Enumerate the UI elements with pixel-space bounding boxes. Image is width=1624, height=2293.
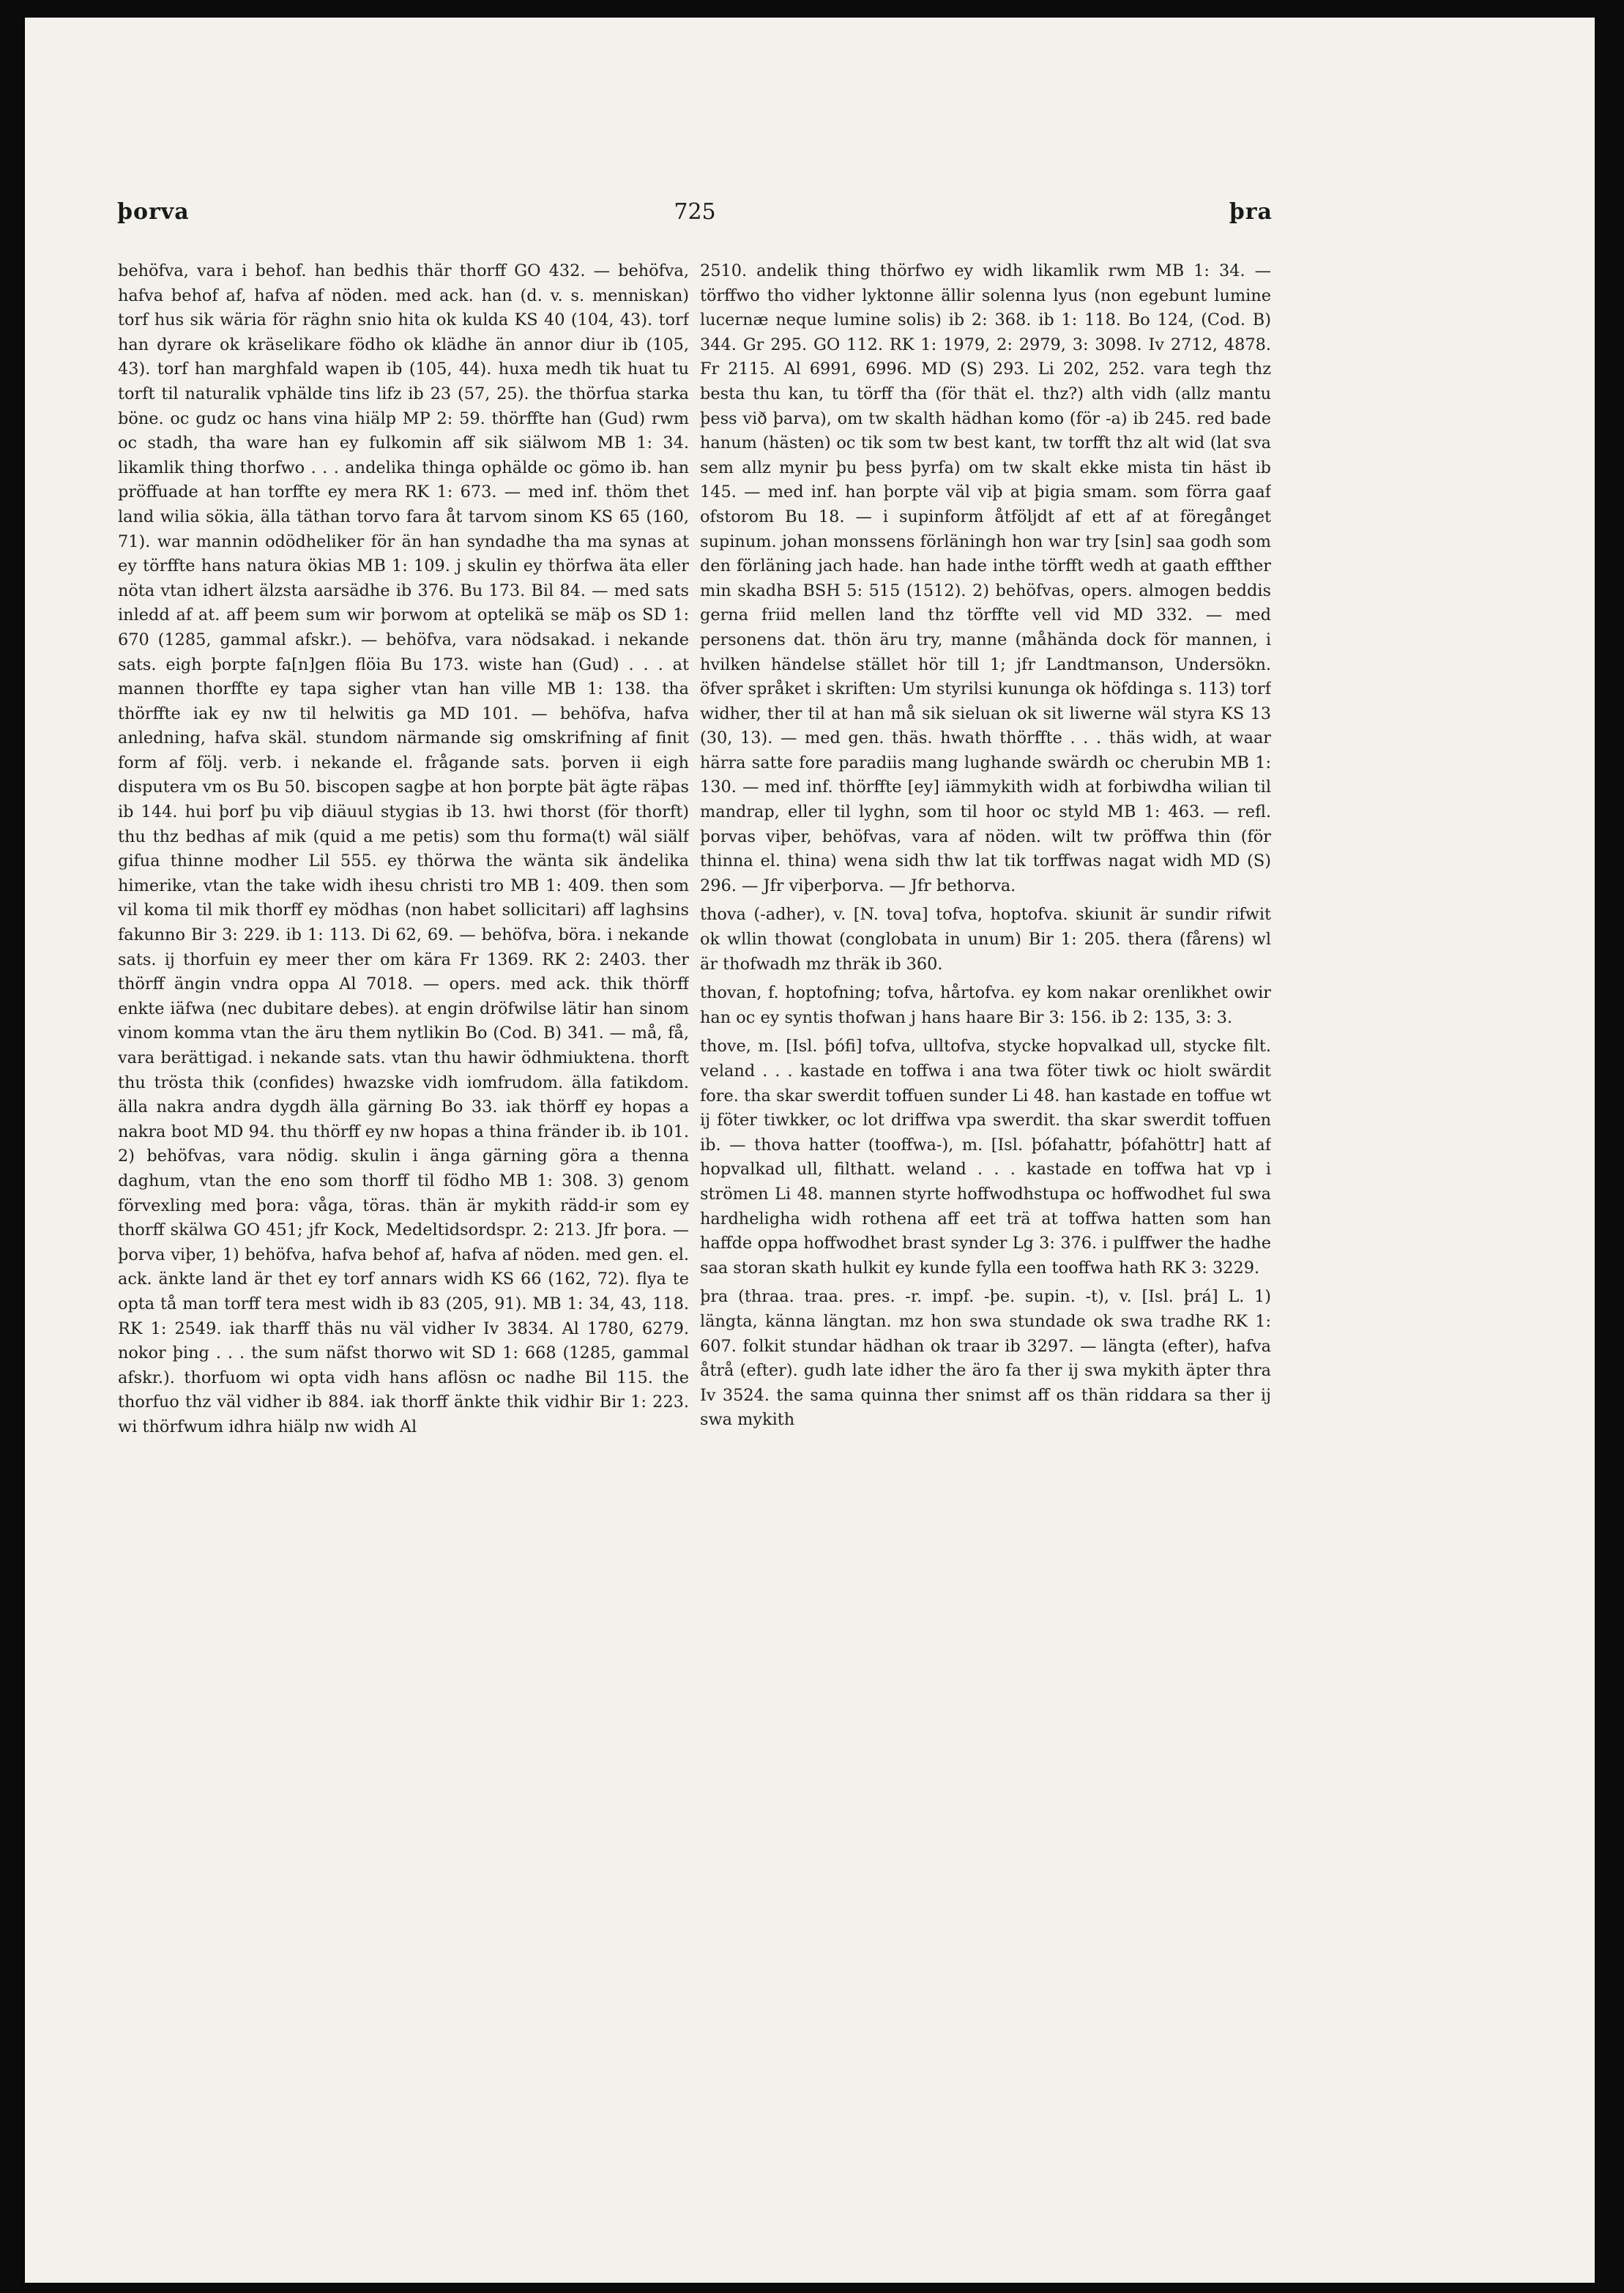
left-column	[118, 259, 689, 2155]
dictionary-page	[25, 18, 1595, 2283]
entry-text: 2510. andelik thing thörfwo ey widh likamlik rwm MB 1: 34. — törffwo tho vidher lyktonne ällir solenna lyus (non egebunt lumine lucernæ neque lumine solis) ib 2: 368. ib 1: 118. Bo 124, (Cod. B) 344. Gr 295. GO 112. RK 1: 1979, 2: 2979, 3: 3098. Iv 2712, 4878. Fr 2115. Al 6991, 6996. MD (S) 293. Li 202, 252. vara tegh thz besta thu kan, tu törff tha (för thät el. thz?) alth vidh (allz mantu þess við þarva), om tw skalth hädhan komo (för -a) ib 245. red bade hanum (hästen) oc tik som tw best kant, tw torfft thz alt wid (lat sva sem allz mynir þu þess þyrfa) om tw skalt ekke mista tin häst ib 145. — med inf. han þorpte väl viþ at þigia smam. som förra gaaf ofstorom Bu 18. — i supinform åtföljdt af ett af at föregånget supinum. johan monssens förläningh hon war try [sin] saa godh som den förläning jach hade. han hade inthe törfft wedh at gaath effther min skadha BSH 5: 515 (1512). 2) behöfvas, opers. almogen beddis gerna friid mellen land thz törffte vell vid MD 332. — med personens dat. thön äru try, manne (måhända dock för mannen, i hvilken händelse stället hör till 1; jfr Landtmanson, Undersökn. öfver språket i skriften: Um styrilsi kununga ok höfdinga s. 113) torf widher, ther til at han må sik sieluan ok sit liwerne wäl styra KS 13 (30, 13). — med gen. thäs. hwath thörffte . . . thäs widh, at waar härra satte fore paradiis mang lughande swärdh oc cherubin MB 1: 130. — med inf. thörffte [ey] iämmykith widh at forbiwdha wilian til mandrap, eller til lyghn, som til hoor oc styld MB 1: 463. — refl. þorvas viþer, behöfvas, vara af nöden. wilt tw pröffwa thin (för thinna el. thina) wena sidh thw lat tik torffwas nagat widh MD (S) 296. — Jfr viþerþorva. — Jfr bethorva.	[700, 261, 1271, 895]
entry-thovan: thovan, f. hoptofning; tofva, hårtofva. ey kom nakar orenlikhet owir han oc ey syntis thofwan j hans haare Bir 3: 156. ib 2: 135, 3: 3.	[700, 983, 1271, 1027]
page-number: 725	[674, 199, 716, 225]
right-column	[700, 259, 1271, 2155]
entry-thra: þra (thraa. traa. pres. -r. impf. -þe. supin. -t), v. [Isl. þrá] L. 1) längta, känna längtan. mz hon swa stundade ok swa tradhe RK 1: 607. folkit stundar hädhan ok traar ib 3297. — längta (efter), hafva åtrå (efter). gudh late idher the äro fa ther ij swa mykith äpter thra Iv 3524. the sama quinna ther snimst aff os thän riddara sa ther ij swa mykith	[700, 1287, 1271, 1430]
header-right-word: þra	[1229, 199, 1273, 225]
running-header	[117, 199, 1273, 243]
entry-thove: thove, m. [Isl. þófi] tofva, ulltofva, stycke hopvalkad ull, stycke filt. veland . . . kastade en toffwa i ana twa föter tiwk oc hiolt swärdit fore. tha skar swerdit toffuen sunder Li 48. han kastade en toffue wt ij föter tiwkker, oc lot driffwa vpa swerdit. tha skar swerdit toffuen ib. — thova hatter (tooffwa-), m. [Isl. þófahattr, þófahöttr] hatt af hopvalkad ull, filthatt. weland . . . kastade en toffwa hat vp i strömen Li 48. mannen styrte hoffwodhstupa oc hoffwodhet ful swa hardheligha widh rothena aff eet trä at toffwa hatten som han haffde oppa hoffwodhet brast synder Lg 3: 376. i pulffwer the hadhe saa storan skath hulkit ey kunde fylla een tooffwa hath RK 3: 3229.	[700, 1037, 1271, 1278]
header-left-word: þorva	[117, 199, 190, 225]
entry-thova: thova (-adher), v. [N. tova] tofva, hoptofva. skiunit är sundir rifwit ok wllin thowat (conglobata in unum) Bir 1: 205. thera (fårens) wl är thofwadh mz thräk ib 360.	[700, 905, 1271, 974]
entry-text: behöfva, vara i behof. han bedhis thär thorff GO 432. — behöfva, hafva behof af, hafva af nöden. med ack. han (d. v. s. menniskan) torf hus sik wäria för räghn snio hita ok kulda KS 40 (104, 43). torf han dyrare ok kräselikare födho ok klädhe än annor diur ib (105, 43). torf han marghfald wapen ib (105, 44). huxa medh tik huat tu torft til naturalik vphälde tins lifz ib 23 (57, 25). the thörfua starka böne. oc gudz oc hans vina hiälp MP 2: 59. thörffte han (Gud) rwm oc stadh, tha ware han ey fulkomin aff sik siälwom MB 1: 34. likamlik thing thorfwo . . . andelika thinga ophälde oc gömo ib. han pröffuade at han torffte ey mera RK 1: 673. — med inf. thöm thet land wilia sökia, älla täthan torvo fara åt tarvom sinom KS 65 (160, 71). war mannin odödheliker för än han syndadhe tha ma synas at ey törffte hans natura ökias MB 1: 109. j skulin ey thörfwa äta eller nöta vtan idhert älzsta aarsädhe ib 376. Bu 173. Bil 84. — med sats inledd af at. aff þeem sum wir þorwom at optelikä se mäþ os SD 1: 670 (1285, gammal afskr.). — behöfva, vara nödsakad. i nekande sats. eigh þorpte fa[n]gen flöia Bu 173. wiste han (Gud) . . . at mannen thorffte ey tapa sigher vtan han ville MB 1: 138. tha thörffte iak ey nw til helwitis ga MD 101. — behöfva, hafva anledning, hafva skäl. stundom närmande sig omskrifning af finit form af följ. verb. i nekande el. frågande sats. þorven ii eigh disputera vm os Bu 50. biscopen sagþe at hon þorpte þät ägte räþas ib 144. hui þorf þu viþ diäuul stygias ib 13. hwi thorst (för thorft) thu thz bedhas af mik (quid a me petis) som thu forma(t) wäl siälf gifua thinne modher Lil 555. ey thörwa the wänta sik ändelika himerike, vtan the take widh ihesu christi tro MB 1: 409. then som vil koma til mik thorff ey mödhas (non habet sollicitari) aff laghsins fakunno Bir 3: 229. ib 1: 113. Di 62, 69. — behöfva, böra. i nekande sats. ij thorfuin ey meer ther om kära Fr 1369. RK 2: 2403. ther thörff ängin vndra oppa Al 7018. — opers. med ack. thik thörff enkte iäfwa (nec dubitare debes). at engin dröfwilse lätir han sinom vinom komma vtan the äru them nytlikin Bo (Cod. B) 341. — må, få, vara berättigad. i nekande sats. vtan thu hawir ödhmiuktena. thorft thu trösta thik (confides) hwazske vidh iomfrudom. älla fatikdom. älla nakra andra dygdh älla gärning Bo 33. iak thörff ey hopas a nakra boot MD 94. thu thörff ey nw hopas a thina fränder ib. ib 101. 2) behöfvas, vara nödig. skulin i änga gärning göra a thenna daghum, vtan the eno som thorff til födho MB 1: 308. 3) genom förvexling med þora: våga, töras. thän är mykith rädd-ir som ey thorff skälwa GO 451; jfr Kock, Medeltidsordspr. 2: 213. Jfr þora. — þorva viþer, 1) behöfva, hafva behof af, hafva af nöden. med gen. el. ack. änkte land är thet ey torf annars widh KS 66 (162, 72). flya te opta tå man torff tera mest widh ib 83 (205, 91). MB 1: 34, 43, 118. RK 1: 2549. iak tharff thäs nu väl vidher Iv 3834. Al 1780, 6279. nokor þing . . . the sum näfst thorwo wit SD 1: 668 (1285, gammal afskr.). thorfuom wi opta vidh hans aflösn oc nadhe Bil 115. the thorfuo thz väl vidher ib 884. iak thorff änkte thik vidhir Bir 1: 223. wi thörfwum idhra hiälp nw widh Al	[118, 261, 689, 1436]
